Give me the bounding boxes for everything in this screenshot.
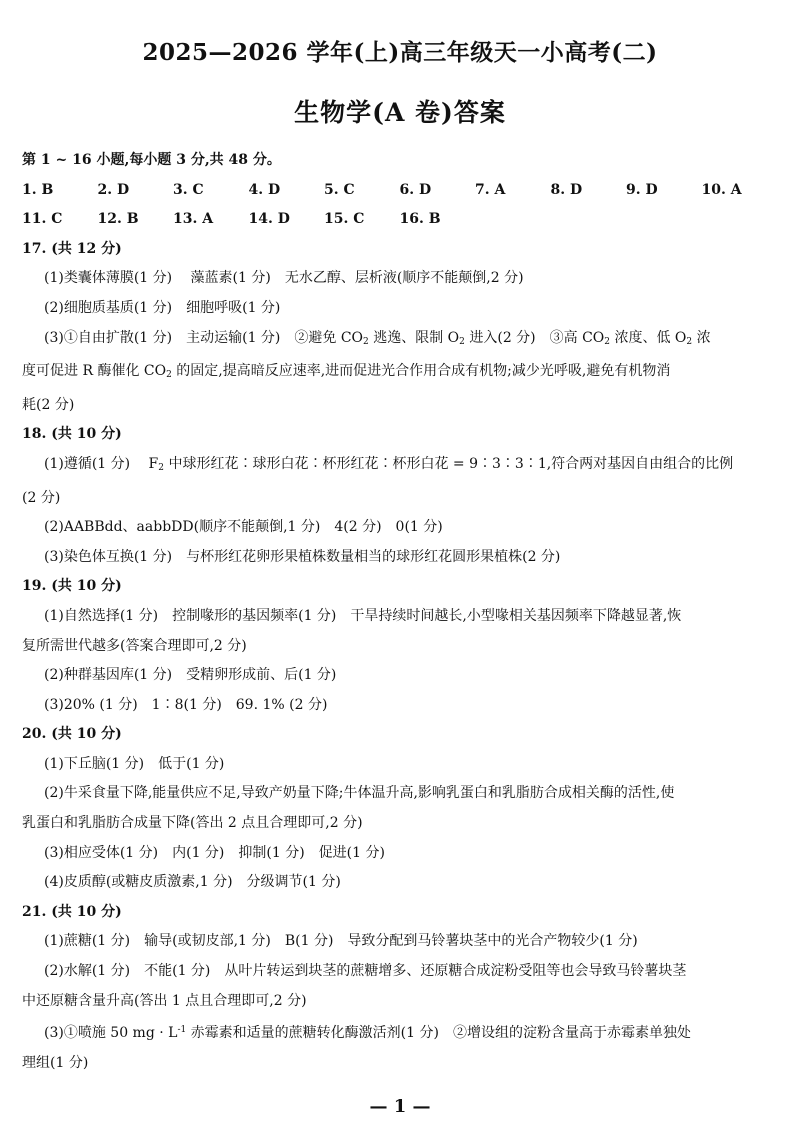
q18-heading: 18. (共 10 分)	[22, 426, 122, 443]
q21-part3-line2: 理组(1 分)	[22, 1054, 89, 1071]
q19-part1-line1: (1)自然选择(1 分) 控制喙形的基因频率(1 分) 干旱持续时间越长,小型喙相关基因频率下降越显著,恢	[44, 607, 682, 624]
mc-answers-row-1	[22, 176, 778, 206]
q19-part1-line2: 复所需世代越多(答案合理即可,2 分)	[22, 637, 247, 654]
mc-answer: 12. B	[97, 211, 139, 228]
q21-part1: (1)蔗糖(1 分) 输导(或韧皮部,1 分) B(1 分) 导致分配到马铃薯块茎中的光合产物较少(1 分)	[44, 933, 638, 950]
mc-answer: 16. B	[399, 211, 441, 228]
mc-answer: 5. C	[324, 181, 355, 198]
page-subtitle: 生物学(A 卷)答案	[294, 98, 506, 127]
page-title: 2025—2026 学年(上)高三年级天一小高考(二)	[142, 39, 658, 66]
q20-part1: (1)下丘脑(1 分) 低于(1 分)	[44, 755, 225, 772]
q17-heading: 17. (共 12 分)	[22, 240, 122, 257]
q19-part2: (2)种群基因库(1 分) 受精卵形成前、后(1 分)	[44, 667, 337, 684]
mc-answer: 14. D	[248, 211, 290, 228]
q17-part1: (1)类囊体薄膜(1 分) 藻蓝素(1 分) 无水乙醇、层析液(顺序不能颠倒,2 分)	[44, 270, 524, 287]
mc-answer: 2. D	[97, 181, 130, 198]
mc-answer: 9. D	[626, 181, 658, 198]
mc-answer: 4. D	[248, 181, 281, 198]
q18-part1-line2: (2 分)	[22, 489, 61, 506]
mc-header: 第 1 ~ 16 小题,每小题 3 分,共 48 分。	[22, 152, 281, 168]
mc-answer: 1. B	[22, 181, 54, 198]
q20-part3: (3)相应受体(1 分) 内(1 分) 抑制(1 分) 促进(1 分)	[44, 844, 385, 861]
q18-part2: (2)AABBdd、aabbDD(顺序不能颠倒,1 分) 4(2 分) 0(1 分)	[44, 519, 443, 536]
mc-answer: 3. C	[173, 181, 204, 198]
q20-heading: 20. (共 10 分)	[22, 726, 122, 743]
q17-part2: (2)细胞质基质(1 分) 细胞呼吸(1 分)	[44, 299, 281, 316]
q21-part2-line2: 中还原糖含量升高(答出 1 点且合理即可,2 分)	[22, 992, 307, 1009]
q17-part3-line3: 耗(2 分)	[22, 396, 75, 413]
q17-part3-line2: 度可促进 R 酶催化 $CO_2$ 的固定,提高暗反应速率,进而促进光合作用合成有机物;减少光呼吸,避免有机物消	[22, 363, 671, 381]
q19-heading: 19. (共 10 分)	[22, 578, 122, 595]
q21-part3-line1: (3)①喷施 50 mg · $L^{-1}$ 赤霉素和适量的蔗糖转化酶激活剂(1 分) ②增设组的淀粉含量高于赤霉素单独处	[44, 1025, 691, 1042]
mc-answers-row-2	[22, 205, 778, 235]
q20-part2-line2: 乳蛋白和乳脂肪合成量下降(答出 2 点且合理即可,2 分)	[22, 815, 363, 832]
mc-answer: 15. C	[324, 211, 365, 228]
mc-answer: 13. A	[173, 211, 214, 228]
q21-part2-line1: (2)水解(1 分) 不能(1 分) 从叶片转运到块茎的蔗糖增多、还原糖合成淀粉受阻等也会导致马铃薯块茎	[44, 963, 687, 980]
answer-content	[22, 146, 778, 1078]
q19-part3: (3)20% (1 分) 1∶8(1 分) 69. 1% (2 分)	[44, 696, 328, 713]
mc-answer: 6. D	[399, 181, 432, 198]
page-number: — 1 —	[369, 1096, 431, 1117]
q17-part3-line1: (3)①自由扩散(1 分) 主动运输(1 分) ②避免 $CO_2$ 逃逸、限制 $O_2$ 进入(2 分) ③高 $CO_2$ 浓度、低 $O_2$ 浓	[44, 329, 711, 347]
q21-heading: 21. (共 10 分)	[22, 903, 122, 920]
mc-answer: 7. A	[475, 181, 506, 198]
mc-answer: 11. C	[22, 211, 63, 228]
mc-answer: 8. D	[550, 181, 583, 198]
q18-part1-line1: (1)遵循(1 分) $F_2$ 中球形红花∶球形白花∶杯形红花∶杯形白花 = 9∶3∶3∶1,符合两对基因自由组合的比例	[44, 455, 734, 473]
q18-part3: (3)染色体互换(1 分) 与杯形红花卵形果植株数量相当的球形红花圆形果植株(2 分)	[44, 548, 561, 565]
q20-part4: (4)皮质醇(或糖皮质激素,1 分) 分级调节(1 分)	[44, 874, 341, 891]
q20-part2-line1: (2)牛采食量下降,能量供应不足,导致产奶量下降;牛体温升高,影响乳蛋白和乳脂肪合成相关酶的活性,使	[44, 785, 675, 802]
mc-answer: 10. A	[701, 181, 742, 198]
